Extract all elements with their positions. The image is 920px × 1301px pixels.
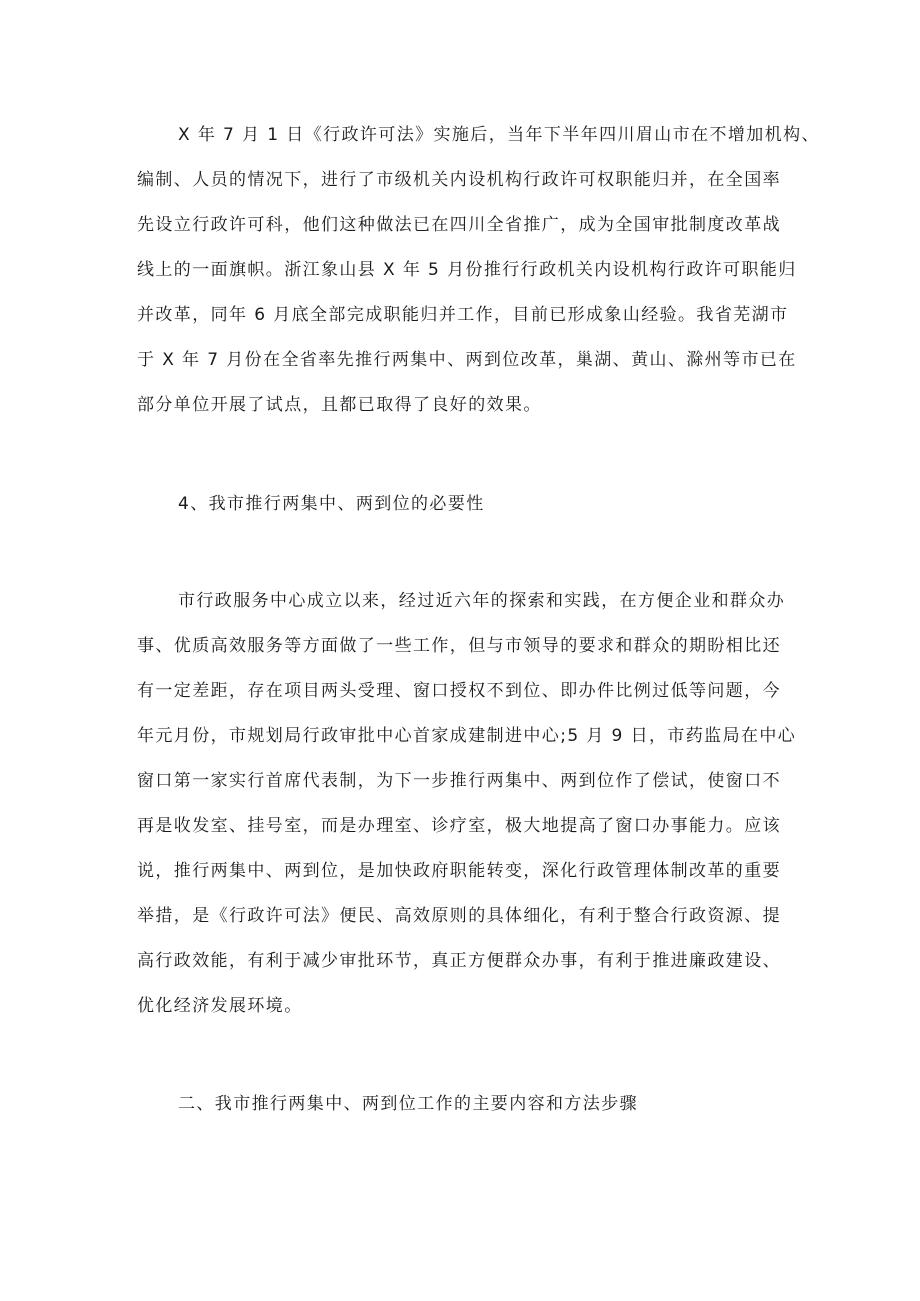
paragraph-2-line-9: 高行政效能，有利于减少审批环节，真正方便群众办事，有利于推进廉政建设、 xyxy=(137,951,781,971)
paragraph-1-line-6: 于 X 年 7 月份在全省率先推行两集中、两到位改革，巢湖、黄山、滁州等市已在 xyxy=(137,350,797,370)
paragraph-1-line-7: 部分单位开展了试点，且都已取得了良好的效果。 xyxy=(137,395,542,415)
paragraph-1-line-1: X 年 7 月 1 日《行政许可法》实施后，当年下半年四川眉山市在不增加机构、 xyxy=(178,125,820,145)
paragraph-1-line-4: 线上的一面旗帜。浙江象山县 X 年 5 月份推行行政机关内设机构行政许可职能归 xyxy=(137,260,797,280)
paragraph-2-line-8: 举措，是《行政许可法》便民、高效原则的具体细化，有利于整合行政资源、提 xyxy=(137,906,781,926)
paragraph-2-line-7: 说，推行两集中、两到位，是加快政府职能转变，深化行政管理体制改革的重要 xyxy=(137,861,781,881)
paragraph-2-line-4: 年元月份，市规划局行政审批中心首家成建制进中心;5 月 9 日，市药监局在中心 xyxy=(137,726,797,746)
section-heading-2: 二、我市推行两集中、两到位工作的主要内容和方法步骤 xyxy=(178,1094,638,1114)
paragraph-2-line-1: 市行政服务中心成立以来，经过近六年的探索和实践，在方便企业和群众办 xyxy=(178,591,786,611)
paragraph-2-line-10: 优化经济发展环境。 xyxy=(137,996,303,1016)
paragraph-1-line-5: 并改革，同年 6 月底全部完成职能归并工作，目前已形成象山经验。我省芜湖市 xyxy=(137,305,789,325)
paragraph-2-line-3: 有一定差距，存在项目两头受理、窗口授权不到位、即办件比例过低等问题，今 xyxy=(137,681,781,701)
paragraph-2-line-6: 再是收发室、挂号室，而是办理室、诊疗室，极大地提高了窗口办事能力。应该 xyxy=(137,816,781,836)
paragraph-1-line-3: 先设立行政许可科，他们这种做法已在四川全省推广，成为全国审批制度改革战 xyxy=(137,215,781,235)
section-heading-4: 4、我市推行两集中、两到位的必要性 xyxy=(178,494,485,514)
paragraph-1-line-2: 编制、人员的情况下，进行了市级机关内设机构行政许可权职能归并，在全国率 xyxy=(137,170,781,190)
paragraph-2-line-5: 窗口第一家实行首席代表制，为下一步推行两集中、两到位作了偿试，使窗口不 xyxy=(137,771,781,791)
paragraph-2-line-2: 事、优质高效服务等方面做了一些工作，但与市领导的要求和群众的期盼相比还 xyxy=(137,636,781,656)
